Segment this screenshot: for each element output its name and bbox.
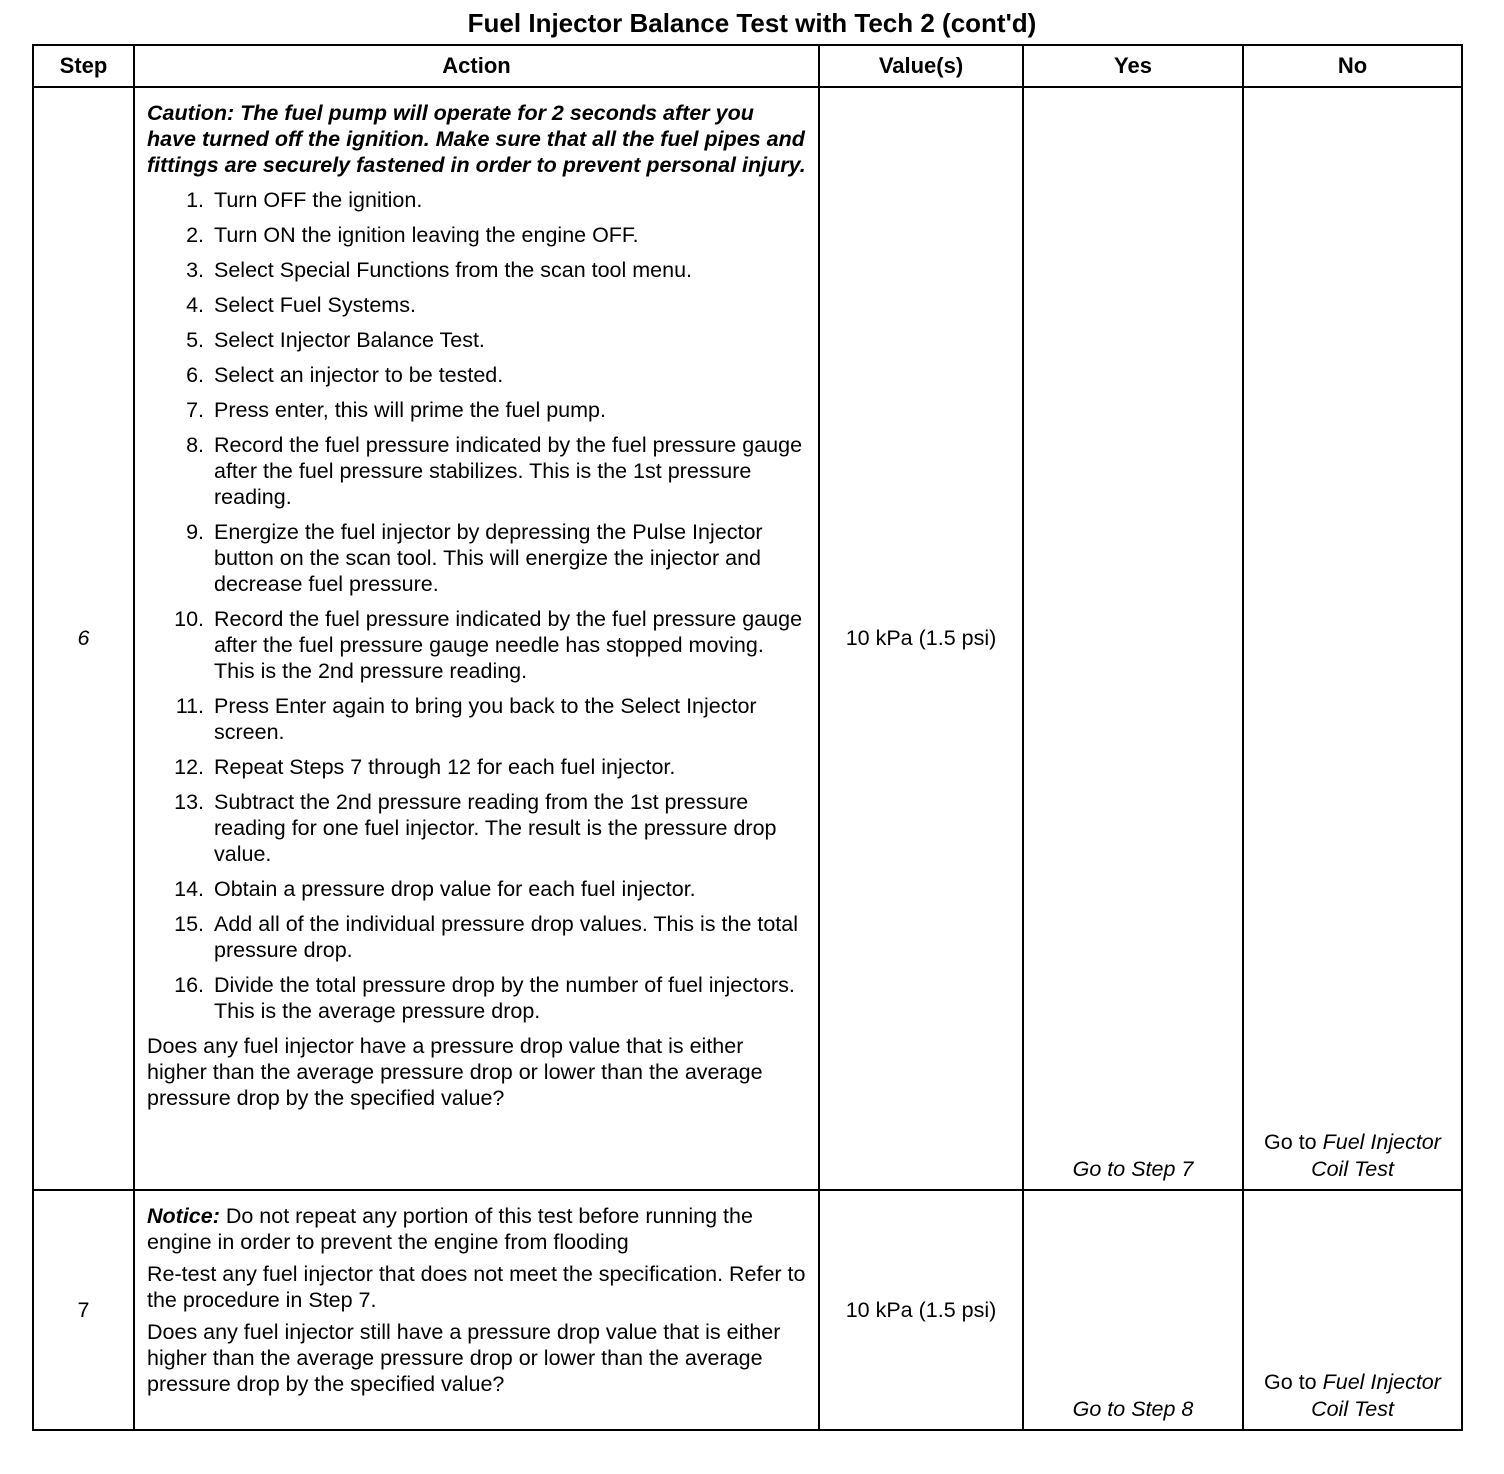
table-row	[33, 87, 1462, 1190]
notice-body: Do not repeat any portion of this test before running the engine in order to prevent the engine from flooding	[147, 1204, 753, 1254]
item-number: 7.	[186, 398, 204, 422]
list-item	[147, 911, 808, 963]
no-link[interactable]: Fuel Injector Coil Test	[1311, 1130, 1441, 1181]
caution-text: Caution: The fuel pump will operate for 2 seconds after you have turned off the ignition. Make sure that all the fuel pipes and fittings are securely fastened in order to prevent personal injury.	[147, 101, 806, 177]
no-prefix: Go to	[1264, 1130, 1317, 1154]
header-row	[33, 45, 1462, 87]
item-number: 8.	[186, 433, 204, 457]
item-text: Record the fuel pressure indicated by the fuel pressure gauge after the fuel pressure gauge needle has stopped moving. This is the 2nd pressure reading.	[214, 607, 803, 683]
item-number: 2.	[186, 223, 204, 247]
no-prefix: Go to	[1264, 1370, 1317, 1394]
item-text: Turn OFF the ignition.	[214, 188, 423, 212]
item-text: Obtain a pressure drop value for each fuel injector.	[214, 877, 696, 901]
header-values: Value(s)	[819, 45, 1023, 87]
item-number: 15.	[174, 912, 204, 936]
value-cell: 10 kPa (1.5 psi)	[819, 87, 1023, 1190]
item-text: Select an injector to be tested.	[214, 363, 504, 387]
question-text: Does any fuel injector have a pressure drop value that is either higher than the average pressure drop or lower than the average pressure drop by the specified value?	[147, 1034, 763, 1110]
item-number: 13.	[174, 790, 204, 814]
item-text: Press Enter again to bring you back to the Select Injector screen.	[214, 694, 757, 744]
item-number: 4.	[186, 293, 204, 317]
list-item	[147, 693, 808, 745]
yes-cell	[1023, 1190, 1243, 1430]
item-number: 3.	[186, 258, 204, 282]
step-number: 6	[33, 87, 134, 1190]
item-text: Subtract the 2nd pressure reading from the 1st pressure reading for one fuel injector. The result is the pressure drop value.	[214, 790, 777, 866]
header-action: Action	[134, 45, 819, 87]
item-text: Energize the fuel injector by depressing the Pulse Injector button on the scan tool. This will energize the injector and decrease fuel pressure.	[214, 520, 763, 596]
yes-link[interactable]: Go to Step 7	[1072, 1157, 1194, 1181]
action-cell	[134, 1190, 819, 1430]
item-text: Select Special Functions from the scan tool menu.	[214, 258, 693, 282]
item-number: 11.	[175, 694, 204, 718]
page-title: Fuel Injector Balance Test with Tech 2 (cont'd)	[467, 8, 1037, 38]
list-item	[147, 187, 808, 213]
yes-link[interactable]: Go to Step 8	[1072, 1397, 1194, 1421]
item-text: Select Fuel Systems.	[214, 293, 416, 317]
list-item	[147, 606, 808, 684]
item-number: 10.	[174, 607, 204, 631]
notice-label: Notice:	[147, 1204, 220, 1228]
item-number: 6.	[186, 363, 204, 387]
list-item	[147, 222, 808, 248]
header-step: Step	[33, 45, 134, 87]
item-text: Turn ON the ignition leaving the engine OFF.	[214, 223, 639, 247]
list-item	[147, 432, 808, 510]
list-item	[147, 327, 808, 353]
step-number: 7	[33, 1190, 134, 1430]
action-cell	[134, 87, 819, 1190]
item-text: Divide the total pressure drop by the number of fuel injectors. This is the average pressure drop.	[214, 973, 795, 1023]
list-item	[147, 397, 808, 423]
item-number: 5.	[186, 328, 204, 352]
item-text: Repeat Steps 7 through 12 for each fuel injector.	[214, 755, 676, 779]
yes-cell	[1023, 87, 1243, 1190]
item-text: Add all of the individual pressure drop values. This is the total pressure drop.	[214, 912, 799, 962]
procedure-table	[32, 44, 1463, 1431]
item-number: 1.	[186, 188, 204, 212]
no-cell	[1243, 1190, 1462, 1430]
header-yes: Yes	[1023, 45, 1243, 87]
list-item	[147, 789, 808, 867]
question-text: Does any fuel injector still have a pressure drop value that is either higher than the average pressure drop or lower than the average pressure drop by the specified value?	[147, 1320, 781, 1396]
notice-text	[147, 1203, 808, 1255]
no-cell	[1243, 87, 1462, 1190]
item-text: Press enter, this will prime the fuel pump.	[214, 398, 606, 422]
step-list	[147, 187, 808, 1024]
no-link[interactable]: Fuel Injector Coil Test	[1311, 1370, 1441, 1421]
item-number: 9.	[186, 520, 204, 544]
list-item	[147, 972, 808, 1024]
value-cell: 10 kPa (1.5 psi)	[819, 1190, 1023, 1430]
list-item	[147, 519, 808, 597]
list-item	[147, 292, 808, 318]
item-text: Record the fuel pressure indicated by the fuel pressure gauge after the fuel pressure stabilizes. This is the 1st pressure reading.	[214, 433, 803, 509]
item-text: Select Injector Balance Test.	[214, 328, 485, 352]
item-number: 12.	[174, 755, 204, 779]
list-item	[147, 876, 808, 902]
item-number: 16.	[174, 973, 204, 997]
table-row	[33, 1190, 1462, 1430]
item-number: 14.	[174, 877, 204, 901]
list-item	[147, 257, 808, 283]
retest-text: Re-test any fuel injector that does not meet the specification. Refer to the procedure in Step 7.	[147, 1262, 806, 1312]
list-item	[147, 362, 808, 388]
list-item	[147, 754, 808, 780]
header-no: No	[1243, 45, 1462, 87]
